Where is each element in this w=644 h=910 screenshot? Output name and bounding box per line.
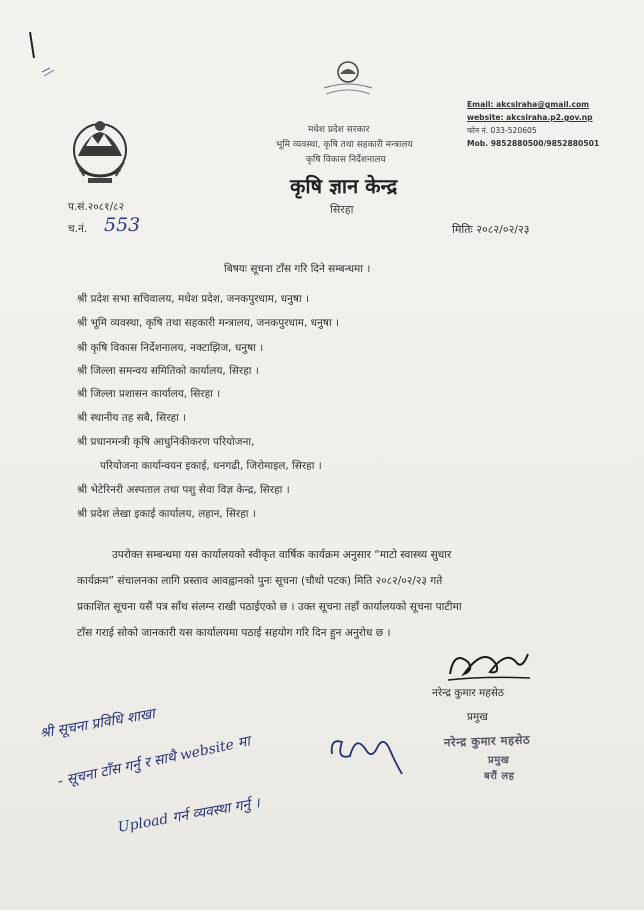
contact-email: Email: akcsiraha@gmail.com (467, 100, 590, 109)
signatory-designation: प्रमुख (467, 711, 488, 723)
recipient-line: श्री प्रदेश सभा सचिवालय, मधेश प्रदेश, जनकपुरधाम, धनुषा । (77, 293, 310, 305)
letter-date: मितिः २०८२/०२/२३ (452, 223, 530, 236)
letter-subject: बिषयः सूचना टाँस गरि दिने सम्बन्धमा । (224, 263, 371, 275)
recipient-line: श्री जिल्ला समन्वय समितिको कार्यालय, सिरहा । (77, 365, 259, 377)
contact-website: website: akcsiraha.p2.gov.np (467, 113, 593, 122)
recipient-line: श्री स्थानीय तह सबै, सिरहा । (77, 412, 187, 424)
stamp-title: प्रमुख (488, 755, 510, 766)
ministry-line-3: कृषि विकास निर्देशनालय (306, 155, 386, 165)
stamp-extra: बरौं लह (484, 771, 515, 782)
signature-scribble (444, 640, 534, 688)
stamp-name: नरेन्द्र कुमार महसेठ (443, 732, 531, 750)
ministry-line-1: मधेश प्रदेश सरकार (308, 125, 370, 135)
chalani-label: च.नं. (68, 223, 88, 235)
body-line: उपरोक्त सम्बन्धमा यस कार्यालयको स्वीकृत वार्षिक कार्यक्रम अनुसार “माटो स्वास्थ्य सुधार (112, 549, 452, 561)
office-name: कृषि ज्ञान केन्द्र (290, 174, 398, 198)
recipient-line: श्री भेटेरिनरी अस्पताल तथा पशु सेवा विज्ञ केन्द्र, सिरहा । (77, 484, 290, 496)
recipient-line: परियोजना कार्यान्वयन इकाई, धनगढी, जिरोमाइल, सिरहा । (100, 460, 322, 472)
body-line: कार्यक्रम” संचालनका लागि प्रस्ताव आवह्वानको पुनः सूचना (चौथो पटक) मिति २०८२/०२/२३ गते (77, 575, 443, 587)
recipient-line: श्री कृषि विकास निर्देशनालय, नक्टाझिज, धनुषा । (77, 342, 264, 354)
handwritten-note-line: श्री सूचना प्रविधि शाखा (38, 705, 157, 742)
recipient-line: श्री प्रधानमन्त्री कृषि आधुनिकीकरण परियोजना, (77, 436, 255, 448)
ministry-line-2: भूमि व्यवस्था, कृषि तथा सहकारी मन्त्रालय (276, 140, 413, 150)
recipient-line: श्री प्रदेश लेखा इकाई कार्यालय, लहान, सिरहा । (77, 508, 256, 520)
office-location: सिरहा (330, 203, 354, 216)
corner-mark (22, 28, 62, 78)
body-line: प्रकाशित सूचना यसैं पत्र साँथ संलग्न राखी पठाईएको छ । उक्त सूचना तहाँ कार्यालयको सूचना पाटीमा (77, 601, 462, 613)
patra-sankhya: प.सं.२०८१/८२ (68, 201, 125, 213)
contact-phone: फोन नं. 033-520605 (467, 126, 537, 135)
recipient-line: श्री जिल्ला प्रशासन कार्यालय, सिरहा । (77, 388, 221, 400)
chalani-number: 553 (104, 214, 141, 236)
handwritten-note-line: - सूचना टाँस गर्नु र साथै website मा (56, 733, 252, 790)
handwritten-signature (326, 720, 406, 780)
contact-mobile: Mob. 9852880500/9852880501 (467, 139, 600, 148)
body-line: टाँस गराई सोको जानकारी यस कार्यालयमा पठाई सहयोग गरि दिन हुन अनुरोध छ । (77, 627, 391, 639)
handwritten-note-line: Upload गर्न व्यवस्था गर्नु । (116, 795, 262, 836)
government-emblem-logo (68, 112, 132, 192)
office-seal (320, 58, 376, 100)
signatory-name: नरेन्द्र कुमार महसेठ (432, 687, 505, 699)
recipient-line: श्री भूमि व्यवस्था, कृषि तथा सहकारी मन्त्रालय, जनकपुरधाम, धनुषा । (77, 317, 340, 329)
